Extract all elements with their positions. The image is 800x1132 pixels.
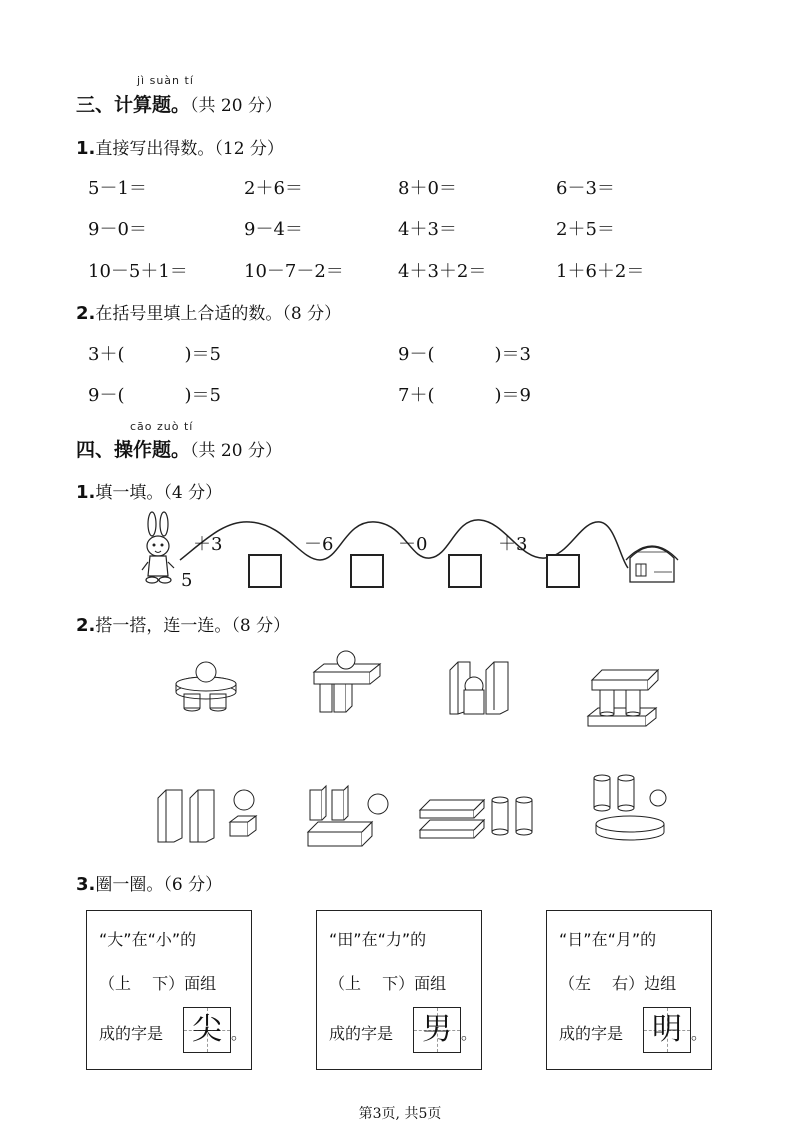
eq-pre: 3＋(: [88, 344, 125, 365]
block-figure-3[interactable]: [446, 660, 518, 718]
character-box: [413, 1007, 461, 1053]
answer-box[interactable]: [546, 554, 580, 588]
eq-post: )＝5: [184, 344, 221, 365]
section3-points: （共 20 分）: [190, 96, 282, 116]
q4-3-title: [76, 870, 222, 895]
q4-3-num: 3.: [76, 874, 96, 895]
section4-pinyin: cāo zuò tí: [130, 420, 194, 433]
block-set-3[interactable]: [416, 790, 546, 842]
q4-3-points: （6 分）: [163, 875, 223, 895]
block-figure-2[interactable]: [310, 650, 390, 716]
q4-3-text: 圈一圈。: [95, 875, 164, 895]
q4-1-num: 1.: [76, 482, 96, 503]
equation: 4＋3＝: [398, 219, 457, 240]
character-card-1: [86, 910, 252, 1070]
q4-2-title: [76, 611, 290, 636]
block-figure-4[interactable]: [584, 666, 666, 732]
character-box: [643, 1007, 691, 1053]
section4-title-text: 四、操作题。: [76, 439, 191, 461]
section4-points: （共 20 分）: [190, 441, 282, 461]
eq-post: )＝3: [494, 344, 531, 365]
q4-2-points: （8 分）: [231, 616, 291, 636]
block-set-4[interactable]: [588, 770, 674, 850]
q4-2-text: 搭一搭，连一连。: [95, 616, 232, 636]
equation: 5－1＝: [88, 178, 147, 199]
equation: 4＋3＋2＝: [398, 261, 487, 282]
card-end: 。: [461, 1024, 478, 1043]
character-box: [183, 1007, 231, 1053]
operation-label: ＋3: [498, 534, 528, 555]
card-line1: “日”在“月”的: [559, 930, 657, 949]
eq-post: )＝9: [494, 385, 531, 406]
operation-label: －6: [304, 534, 334, 555]
q3-2-points: （8 分）: [282, 304, 342, 324]
character-card-3: [546, 910, 712, 1070]
equation: 6－3＝: [556, 178, 615, 199]
character: 明: [652, 1012, 682, 1047]
card-line3: 成的字是: [99, 1024, 164, 1043]
card-end: 。: [691, 1024, 708, 1043]
q3-2-num: 2.: [76, 303, 96, 324]
block-figure-1[interactable]: [170, 660, 254, 726]
character: 尖: [192, 1012, 222, 1047]
card-line1: “田”在“力”的: [329, 930, 427, 949]
answer-box[interactable]: [248, 554, 282, 588]
operation-label: ＋3: [193, 534, 223, 555]
character: 男: [422, 1012, 452, 1047]
equation: 2＋6＝: [244, 178, 303, 199]
eq-post: )＝5: [184, 385, 221, 406]
card-line2[interactable]: （左 右）边组: [559, 974, 677, 993]
q3-1-text: 直接写出得数。: [95, 139, 215, 159]
block-set-2[interactable]: [304, 786, 398, 852]
card-line2[interactable]: （上 下）面组: [329, 974, 447, 993]
q4-1-points: （4 分）: [163, 483, 223, 503]
rabbit-icon: [138, 512, 184, 592]
q4-1-text: 填一填。: [95, 483, 164, 503]
card-line3: 成的字是: [329, 1024, 394, 1043]
card-end: 。: [231, 1024, 248, 1043]
card-line2[interactable]: （上 下）面组: [99, 974, 217, 993]
answer-box[interactable]: [350, 554, 384, 588]
eq-pre: 9－(: [398, 344, 435, 365]
operation-label: －0: [398, 534, 428, 555]
page-footer: 第3页, 共5页: [358, 1106, 442, 1122]
block-set-1[interactable]: [156, 786, 266, 844]
answer-box[interactable]: [448, 554, 482, 588]
eq-pre: 7＋(: [398, 385, 435, 406]
q3-1-num: 1.: [76, 138, 96, 159]
equation: 1＋6＋2＝: [556, 261, 645, 282]
equation: 2＋5＝: [556, 219, 615, 240]
equation: 8＋0＝: [398, 178, 457, 199]
eq-pre: 9－(: [88, 385, 125, 406]
section3-pinyin: jì suàn tí: [137, 74, 194, 87]
start-number: 5: [181, 570, 193, 591]
q3-2-text: 在括号里填上合适的数。: [95, 304, 283, 324]
equation: 10－7－2＝: [244, 261, 344, 282]
equation: 9－4＝: [244, 219, 303, 240]
equation: 9－0＝: [88, 219, 147, 240]
character-card-2: [316, 910, 482, 1070]
house-icon: [624, 542, 682, 586]
equation: 10－5＋1＝: [88, 261, 188, 282]
q4-2-num: 2.: [76, 615, 96, 636]
q3-1-points: （12 分）: [214, 139, 284, 159]
card-line1: “大”在“小”的: [99, 930, 197, 949]
section3-title-text: 三、计算题。: [76, 94, 191, 116]
card-line3: 成的字是: [559, 1024, 624, 1043]
